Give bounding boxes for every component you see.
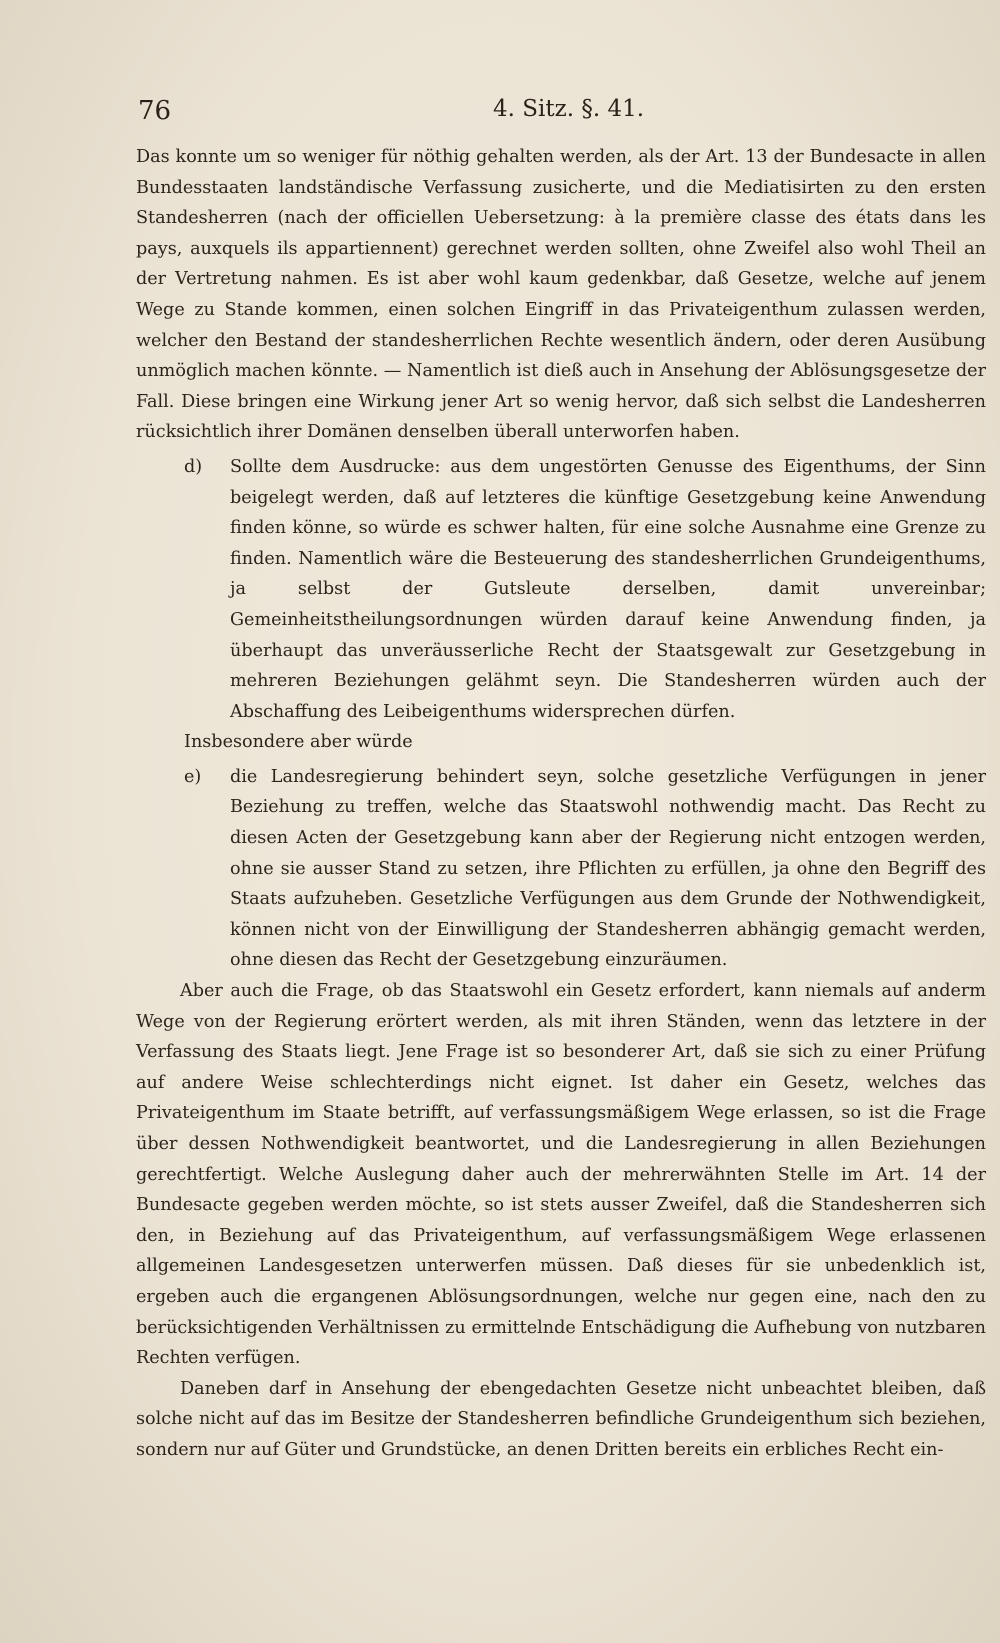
page-number: 76 xyxy=(138,96,172,126)
body-text xyxy=(136,142,986,1466)
list-item-d xyxy=(136,452,986,727)
running-head: 4. Sitz. §. 41. xyxy=(493,96,645,122)
paragraph-3: Daneben darf in Ansehung der ebengedachten Gesetze nicht unbeachtet bleiben, daß solche nicht auf das im Besitze der Standesherren befindliche Grundeigenthum sich beziehen, sondern nur auf Güter und Grundstücke, an denen Dritten bereits ein erbliches Recht ein- xyxy=(136,1378,986,1460)
list-item-e xyxy=(136,762,986,976)
item-d-text: Sollte dem Ausdrucke: aus dem ungestörten Genusse des Eigenthums, der Sinn beigelegt werden, daß auf letzteres die künftige Gesetzgebung keine Anwendung finden könne, so würde es schwer halten, für eine solche Ausnahme eine Grenze zu finden. Namentlich wäre die Besteuerung des standesherrlichen Grundeigenthums, ja selbst der Gutsleute derselben, damit unvereinbar; Gemeinheitstheilungsordnungen würden darauf keine Anwendung finden, ja überhaupt das unveräusserliche Recht der Staatsgewalt zur Gesetzgebung in mehreren Beziehungen gelähmt seyn. Die Standesherren würden auch der Abschaffung des Leibeigenthums widersprechen dürfen. xyxy=(230,456,986,722)
item-e-marker: e) xyxy=(184,766,202,787)
page-header xyxy=(138,96,990,132)
item-e-text: die Landesregierung behindert seyn, solche gesetzliche Verfügungen in jener Beziehung zu treffen, welche das Staatswohl nothwendig macht. Das Recht zu diesen Acten der Gesetzgebung kann aber der Regierung nicht entzogen werden, ohne sie ausser Stand zu setzen, ihre Pflichten zu erfüllen, ja ohne den Begriff des Staats aufzuheben. Gesetzliche Verfügungen aus dem Grunde der Nothwendigkeit, können nicht von der Einwilligung der Standesherren abhängig gemacht werden, ohne diesen das Recht der Gesetzgebung einzuräumen. xyxy=(230,766,986,971)
insbesondere-line: Insbesondere aber würde xyxy=(184,732,413,753)
paragraph-2: Aber auch die Frage, ob das Staatswohl ein Gesetz erfordert, kann niemals auf anderm Wege von der Regierung erörtert werden, als mit ihren Ständen, wenn das letztere in der Verfassung des Staats liegt. Jene Frage ist so besonderer Art, daß sie sich zu einer Prüfung auf andere Weise schlechterdings nicht eignet. Ist daher ein Gesetz, welches das Privateigenthum im Staate betrifft, auf verfassungsmäßigem Wege erlassen, so ist die Frage über dessen Nothwendigkeit beantwortet, und die Landesregierung in allen Beziehungen gerechtfertigt. Welche Auslegung daher auch der mehrerwähnten Stelle im Art. 14 der Bundesacte gegeben werden möchte, so ist stets ausser Zweifel, daß die Standesherren sich den, in Beziehung auf das Privateigenthum, auf verfassungsmäßigem Wege erlassenen allgemeinen Landesgesetzen unterwerfen müssen. Daß dieses für sie unbedenklich ist, ergeben auch die ergangenen Ablösungsordnungen, welche nur gegen eine, nach den zu berücksichtigenden Verhältnissen zu ermittelnde Entschädigung die Aufhebung von nutzbaren Rechten verfügen. xyxy=(136,981,986,1369)
paragraph-1: Das konnte um so weniger für nöthig gehalten werden, als der Art. 13 der Bundesacte in allen Bundesstaaten landständische Verfassung zusicherte, und die Mediatisirten zu den ersten Standesherren (nach der officiellen Uebersetzung: à la première classe des états dans les pays, auxquels ils appartiennent) gerechnet werden sollten, ohne Zweifel also wohl Theil an der Vertretung nahmen. Es ist aber wohl kaum gedenkbar, daß Gesetze, welche auf jenem Wege zu Stande kommen, einen solchen Eingriff in das Privateigenthum zulassen werden, welcher den Bestand der standesherrlichen Rechte wesentlich ändern, oder deren Ausübung unmöglich machen könnte. — Namentlich ist dieß auch in Ansehung der Ablösungsgesetze der Fall. Diese bringen eine Wirkung jener Art so wenig hervor, daß sich selbst die Landesherren rücksichtlich ihrer Domänen denselben überall unterworfen haben. xyxy=(136,147,986,443)
item-d-marker: d) xyxy=(184,456,203,477)
